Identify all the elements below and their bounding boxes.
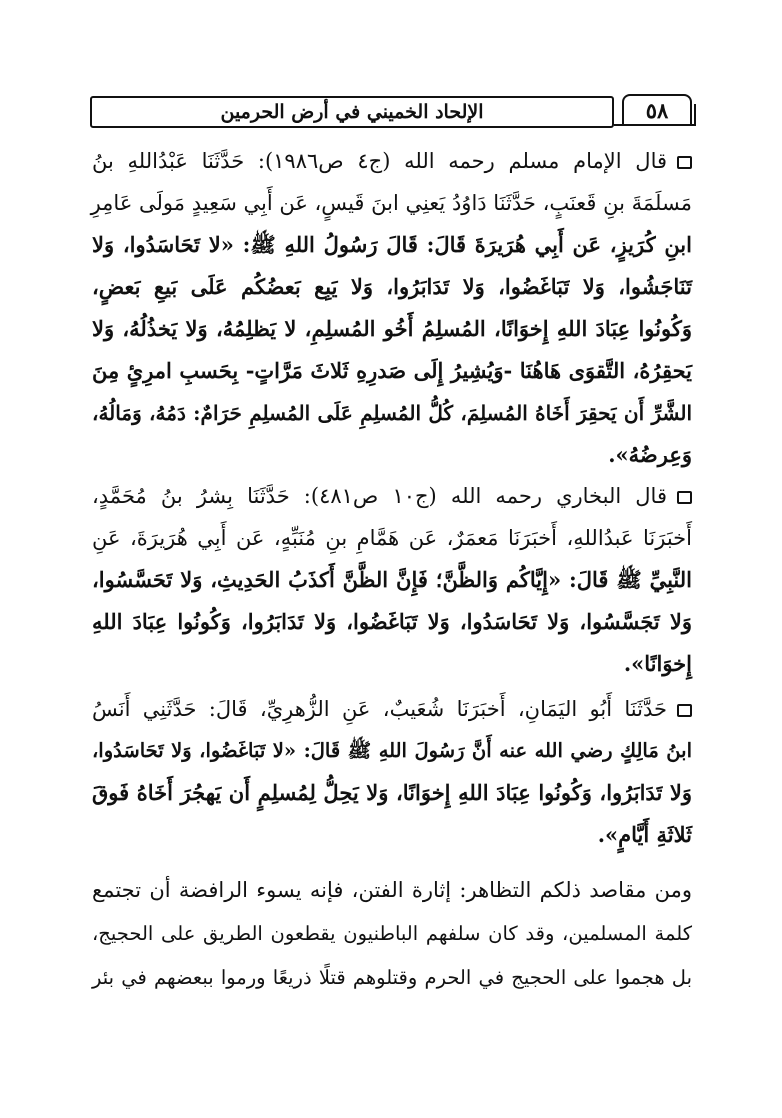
text-line (92, 140, 692, 182)
text-line (92, 266, 692, 308)
line-text: ابنِ كُرَيزٍ، عَن أَبِي هُرَيرَةَ قَالَ: قَالَ رَسُولُ اللهِ ﷺ: «لا تَحَاسَدُوا، وَلا (92, 232, 692, 257)
text-line (92, 434, 692, 476)
text-line (92, 913, 692, 955)
text-line (92, 475, 692, 517)
line-text: ابنُ مَالِكٍ رضي الله عنه أَنَّ رَسُولَ اللهِ ﷺ قَالَ: «لا تَبَاغَضُوا، وَلا تَحَاسَدُوا، (92, 739, 692, 762)
running-header (90, 96, 614, 128)
line-text: النَّبِيِّ ﷺ قَالَ: «إِيَّاكُم وَالظَّنَّ؛ فَإِنَّ الظَّنَّ أَكذَبُ الحَدِيثِ، وَلا تَحَسَّسُوا، (92, 567, 692, 592)
text-line (92, 517, 692, 559)
line-text: أَخبَرَنَا عَبدُاللهِ، أَخبَرَنَا مَعمَرٌ، عَن هَمَّامِ بنِ مُنَبِّهٍ، عَن أَبِي هُرَيرَةَ، عَنِ (92, 526, 692, 550)
line-text: تَنَاجَشُوا، وَلا تَبَاغَضُوا، وَلا تَدَابَرُوا، وَلا يَبِع بَعضُكُم عَلَى بَيعِ بَعضٍ، (92, 274, 692, 299)
line-text: بل هجموا على الحجيج في الحرم وقتلوهم قتلًا ذريعًا ورموا ببعضهم في بئر (92, 966, 692, 989)
line-text: إِخوَانًا». (623, 651, 692, 676)
line-text: كلمة المسلمين، وقد كان سلفهم الباطنيون يقطعون الطريق على الحجيج، (92, 922, 692, 945)
line-text: وَعِرضُهُ». (608, 442, 692, 467)
text-line (92, 182, 692, 224)
line-text: قال الإمام مسلم رحمه الله (ج٤ ص١٩٨٦): حَدَّثَنَا عَبْدُاللهِ بنُ (92, 149, 668, 173)
page-number-tick (694, 104, 696, 125)
line-text: قال البخاري رحمه الله (ج١٠ ص٤٨١): حَدَّثَنَا بِشرُ بنُ مُحَمَّدٍ، (92, 484, 667, 508)
text-line (92, 559, 692, 601)
square-bullet-icon (677, 156, 692, 169)
line-text: وَلا تَدَابَرُوا، وَكُونُوا عِبَادَ اللهِ إِخوَانًا، وَلا يَحِلُّ لِمُسلِمٍ أَن يَهجُرَ أَخَاهُ فَوقَ (92, 780, 692, 805)
page-number-box (622, 94, 692, 124)
page-number: ٥٨ (645, 97, 669, 123)
square-bullet-icon (677, 704, 692, 717)
text-line (92, 392, 692, 434)
text-line (92, 308, 692, 350)
line-text: وَكُونُوا عِبَادَ اللهِ إِخوَانًا، المُسلِمُ أَخُو المُسلِمِ، لا يَظلِمُهُ، وَلا يَخذُلُهُ، وَلا (92, 316, 692, 341)
text-line (92, 814, 692, 856)
text-line (92, 643, 692, 685)
line-text: يَحقِرُهُ، التَّقوَى هَاهُنَا -وَيُشِيرُ إِلَى صَدرِهِ ثَلاثَ مَرَّاتٍ- بِحَسبِ امرِئٍ مِنَ (92, 358, 692, 383)
line-text: وَلا تَجَسَّسُوا، وَلا تَحَاسَدُوا، وَلا تَبَاغَضُوا، وَلا تَدَابَرُوا، وَكُونُوا عِبَادَ اللهِ (92, 609, 692, 634)
square-bullet-icon (677, 491, 692, 504)
text-line (92, 224, 692, 266)
text-line (92, 957, 692, 999)
line-text: ثَلاثَةِ أَيَّامٍ». (597, 822, 692, 847)
text-line (92, 688, 692, 730)
text-line (92, 772, 692, 814)
line-text: ومن مقاصد ذلكم التظاهر: إثارة الفتن، فإنه يسوء الرافضة أن تجتمع (92, 878, 692, 902)
line-text: الشَّرِّ أَن يَحقِرَ أَخَاهُ المُسلِمَ، كُلُّ المُسلِمِ عَلَى المُسلِمِ حَرَامٌ: دَمُهُ، وَمَالُهُ، (92, 401, 692, 425)
book-title: الإلحاد الخميني في أرض الحرمين (220, 101, 484, 123)
text-line (92, 601, 692, 643)
text-line (92, 869, 692, 911)
text-line (92, 350, 692, 392)
header-rule (614, 124, 696, 126)
line-text: حَدَّثَنَا أَبُو اليَمَانِ، أَخبَرَنَا شُعَيبٌ، عَنِ الزُّهرِيِّ، قَالَ: حَدَّثَنِي أَنَسُ (92, 697, 667, 721)
text-line (92, 730, 692, 772)
line-text: مَسلَمَةَ بنِ قَعنَبٍ، حَدَّثَنَا دَاوُدُ يَعنِي ابنَ قَيسٍ، عَن أَبِي سَعِيدٍ مَولَى عَامِرِ (90, 191, 692, 215)
